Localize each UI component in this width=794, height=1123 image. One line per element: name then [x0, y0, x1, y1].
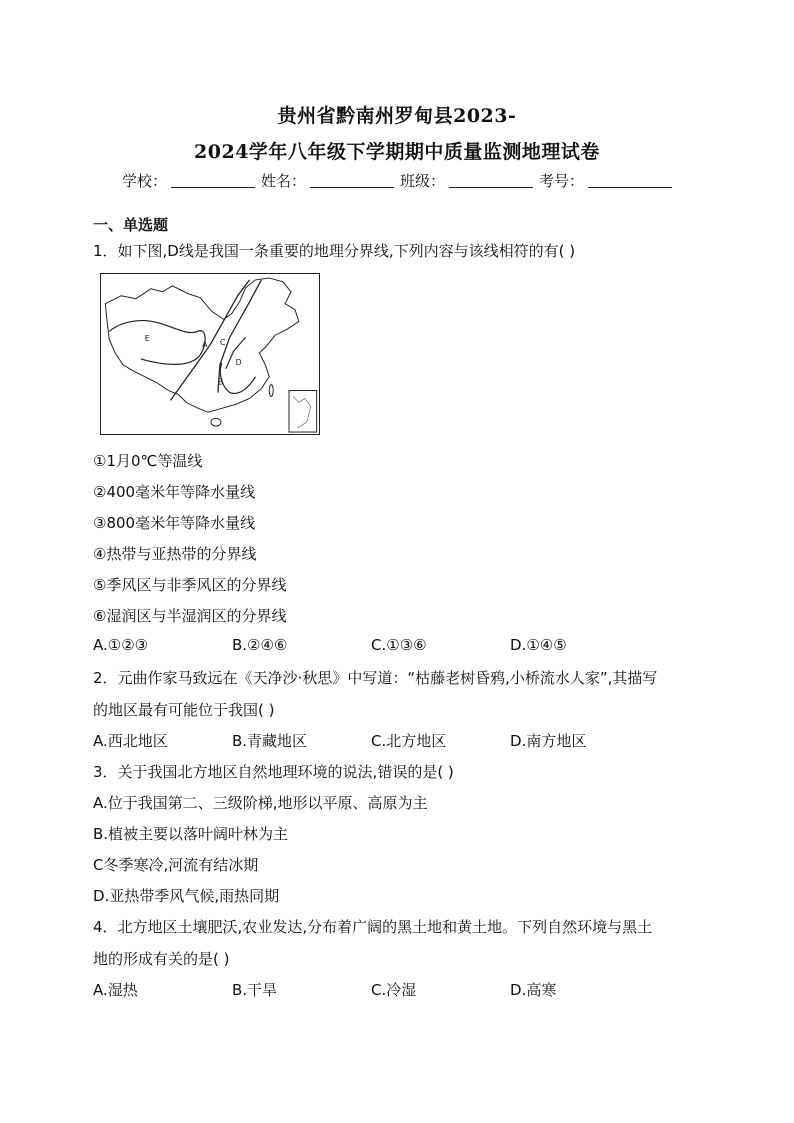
line-e [109, 321, 205, 365]
q1-option-a[interactable]: A.①②③ [93, 636, 149, 654]
q2-option-c[interactable]: C.北方地区 [371, 732, 447, 750]
line-b [217, 363, 255, 394]
q4-option-d[interactable]: D.高寒 [510, 981, 557, 999]
q1-item-3: ③800毫米年等降水量线 [93, 514, 256, 532]
question-2-stem-line2: 的地区最有可能位于我国( ) [93, 701, 275, 719]
q1-item-5: ⑤季风区与非季风区的分界线 [93, 576, 287, 594]
q3-option-d[interactable]: D.亚热带季风气候,雨热同期 [93, 887, 280, 905]
q3-option-a[interactable]: A.位于我国第二、三级阶梯,地形以平原、高原为主 [93, 794, 428, 812]
china-map-figure [100, 273, 320, 435]
line-a [170, 280, 249, 400]
map-label-a: A [202, 340, 208, 350]
name-label: 姓名： [261, 172, 307, 190]
q4-option-c[interactable]: C.冷湿 [371, 981, 417, 999]
q2-option-d[interactable]: D.南方地区 [510, 732, 587, 750]
question-3-stem: 3．关于我国北方地区自然地理环境的说法,错误的是( ) [93, 763, 454, 781]
name-blank[interactable] [310, 173, 394, 188]
number-blank[interactable] [588, 173, 672, 188]
question-4-stem-line1: 4．北方地区土壤肥沃,农业发达,分布着广阔的黑土地和黄土地。下列自然环境与黑土 [93, 918, 653, 936]
line-c [218, 280, 261, 393]
page-title-line2: 2024学年八年级下学期期中质量监测地理试卷 [194, 141, 600, 163]
map-label-d: D [235, 357, 242, 367]
map-label-e: E [144, 334, 150, 344]
q1-item-6: ⑥湿润区与半湿润区的分界线 [93, 607, 287, 625]
map-label-b: B [217, 377, 224, 387]
class-label: 班级： [400, 172, 446, 190]
page-title-line1: 贵州省黔南州罗甸县2023- [277, 105, 517, 127]
q4-option-a[interactable]: A.湿热 [93, 981, 138, 999]
q2-option-b[interactable]: B.青藏地区 [232, 732, 308, 750]
q2-option-a[interactable]: A.西北地区 [93, 732, 168, 750]
q3-option-b[interactable]: B.植被主要以落叶阔叶林为主 [93, 825, 289, 843]
hainan-island [211, 418, 221, 426]
question-4-stem-line2: 地的形成有关的是( ) [93, 950, 230, 968]
q1-item-1: ①1月0℃等温线 [93, 452, 203, 470]
school-label: 学校： [122, 172, 168, 190]
class-blank[interactable] [449, 173, 533, 188]
q1-item-4: ④热带与亚热带的分界线 [93, 545, 257, 563]
section-title: 一、单选题 [93, 216, 169, 234]
china-map-svg [101, 274, 319, 434]
q1-option-d[interactable]: D.①④⑤ [510, 636, 567, 654]
school-blank[interactable] [171, 173, 255, 188]
q4-option-b[interactable]: B.干旱 [232, 981, 278, 999]
number-label: 考号： [539, 172, 585, 190]
q1-option-b[interactable]: B.②④⑥ [232, 636, 288, 654]
q3-option-c[interactable]: C冬季寒冷,河流有结冰期 [93, 856, 259, 874]
question-2-stem-line1: 2．元曲作家马致远在《天净沙·秋思》中写道：“枯藤老树昏鸦,小桥流水人家”,其描写 [93, 669, 658, 687]
q1-option-c[interactable]: C.①③⑥ [371, 636, 427, 654]
q1-item-2: ②400毫米年等降水量线 [93, 483, 256, 501]
question-1-stem: 1．如下图,D线是我国一条重要的地理分界线,下列内容与该线相符的有( ) [93, 242, 576, 260]
student-info-row [122, 170, 678, 191]
taiwan-island [269, 385, 273, 397]
map-label-c: C [219, 338, 226, 348]
